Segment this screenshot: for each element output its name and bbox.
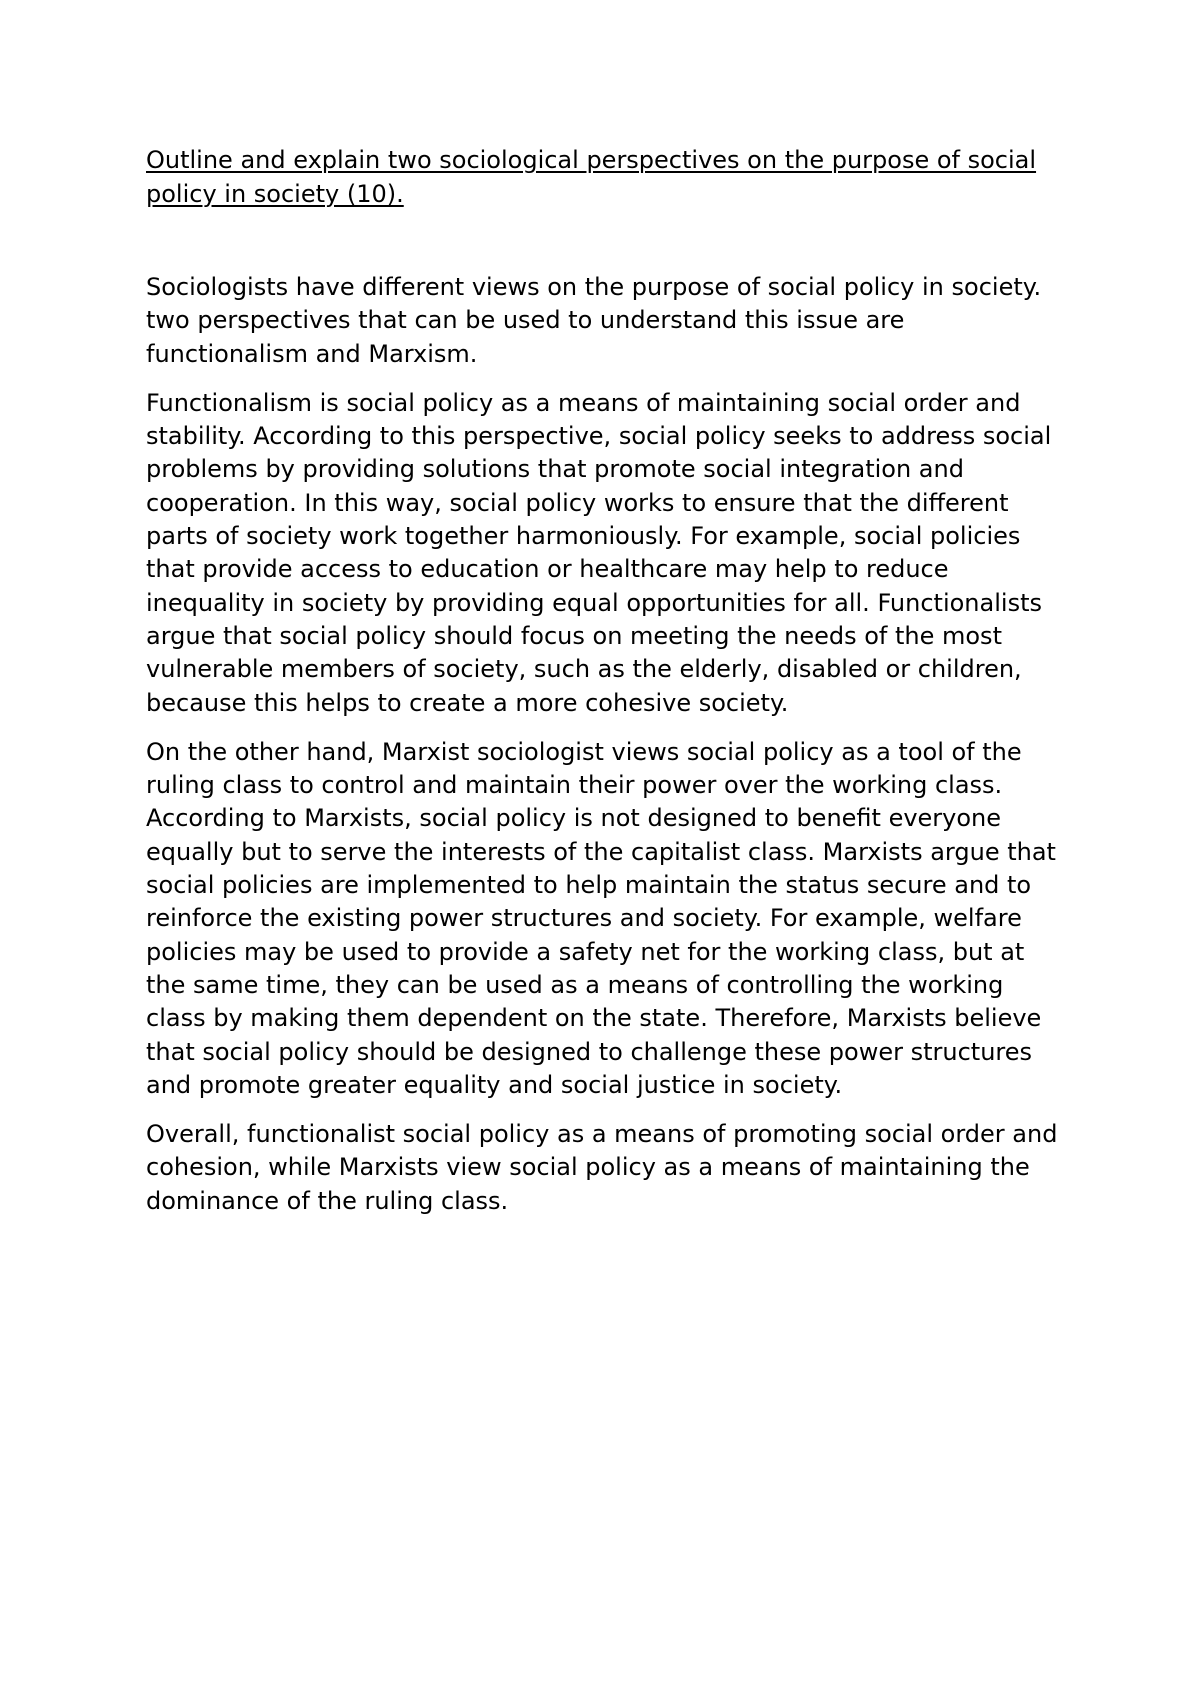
paragraph-introduction: Sociologists have different views on the purpose of social policy in society. two perspectives that can be used to understand this issue are functionalism and Marxism.: [146, 273, 1042, 368]
paragraph-functionalism: Functionalism is social policy as a means of maintaining social order and stability. According to this perspective, social policy seeks to address social problems by providing solutions that promote social integration and cooperation. In this way, social policy works to ensure that the different parts of society work together harmoniously. For example, social policies that provide access to education or healthcare may help to reduce inequality in society by providing equal opportunities for all. Functionalists argue that social policy should focus on meeting the needs of the most vulnerable members of society, such as the elderly, disabled or children, because this helps to create a more cohesive society.: [146, 388, 1052, 717]
document-content: [146, 143, 1066, 1234]
paragraph-conclusion: Overall, functionalist social policy as a means of promoting social order and cohesion, while Marxists view social policy as a means of maintaining the dominance of the ruling class.: [146, 1120, 1058, 1215]
essay-question-title: Outline and explain two sociological perspectives on the purpose of social policy in society (10).: [146, 146, 1037, 208]
essay-body: [146, 271, 1066, 1218]
paragraph-marxism: On the other hand, Marxist sociologist views social policy as a tool of the ruling class to control and maintain their power over the working class. According to Marxists, social policy is not designed to benefit everyone equally but to serve the interests of the capitalist class. Marxists argue that social policies are implemented to help maintain the status secure and to reinforce the existing power structures and society. For example, welfare policies may be used to provide a safety net for the working class, but at the same time, they can be used as a means of controlling the working class by making them dependent on the state. Therefore, Marxists believe that social policy should be designed to challenge these power structures and promote greater equality and social justice in society.: [146, 737, 1056, 1099]
